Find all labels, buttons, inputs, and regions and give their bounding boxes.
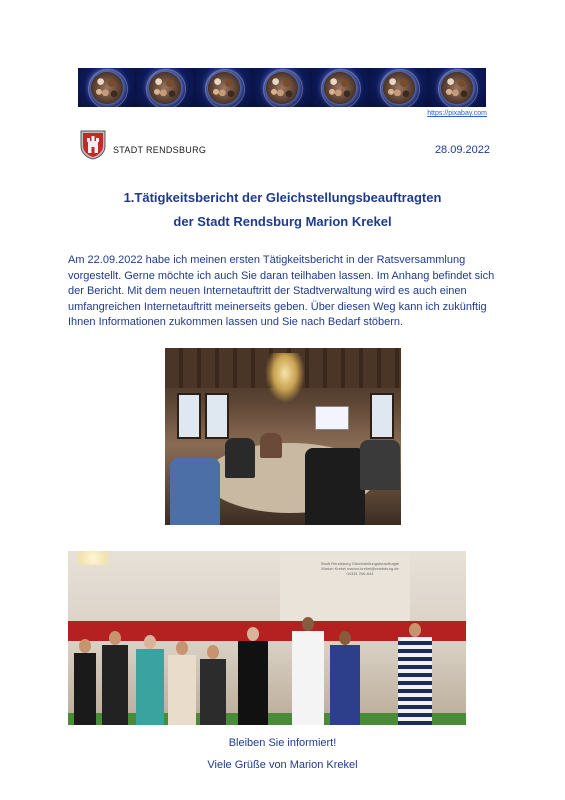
rendsburg-crest-icon [80, 130, 106, 160]
globe-tile [429, 68, 486, 107]
city-name: STADT RENDSBURG [113, 145, 207, 155]
body-paragraph: Am 22.09.2022 habe ich meinen ersten Tätigkeitsbericht in der Ratsversammlung vorgestellt. Gerne möchte ich auch Sie daran teilhaben lassen. Im Anhang befindet sich der Bericht. Mit dem neuen Internetauftritt der Stadtverwaltung wird es auch einen umfangreichen Internetauftritt meinerseits geben. Über diesen Weg kann ich zukünftig Ihnen Informationen zukommen lassen und Sie nach Bedarf stöbern. [68, 254, 495, 328]
globe-tile [78, 68, 136, 107]
council-meeting-photo [165, 348, 401, 525]
globe-tile [312, 68, 370, 107]
globe-tile [370, 68, 428, 107]
document-date: 28.09.2022 [434, 144, 490, 156]
signature-line: Viele Grüße von Marion Krekel [207, 759, 358, 771]
globe-tile [136, 68, 194, 107]
group-award-photo [68, 551, 466, 725]
pixabay-link[interactable]: https://pixabay.com [427, 110, 487, 117]
globe-tile [253, 68, 311, 107]
globe-banner [78, 68, 486, 107]
projection-text: Stadt Rendsburg Gleichstellungsbeauftragte Marion Krekel marion.krekel@rendsburg.de 04331 206-644 [320, 561, 400, 576]
page-subtitle: der Stadt Rendsburg Marion Krekel [173, 214, 392, 229]
closing-line: Bleiben Sie informiert! [228, 737, 337, 749]
page-title: 1.Tätigkeitsbericht der Gleichstellungsbeauftragten [123, 190, 442, 205]
globe-tile [195, 68, 253, 107]
